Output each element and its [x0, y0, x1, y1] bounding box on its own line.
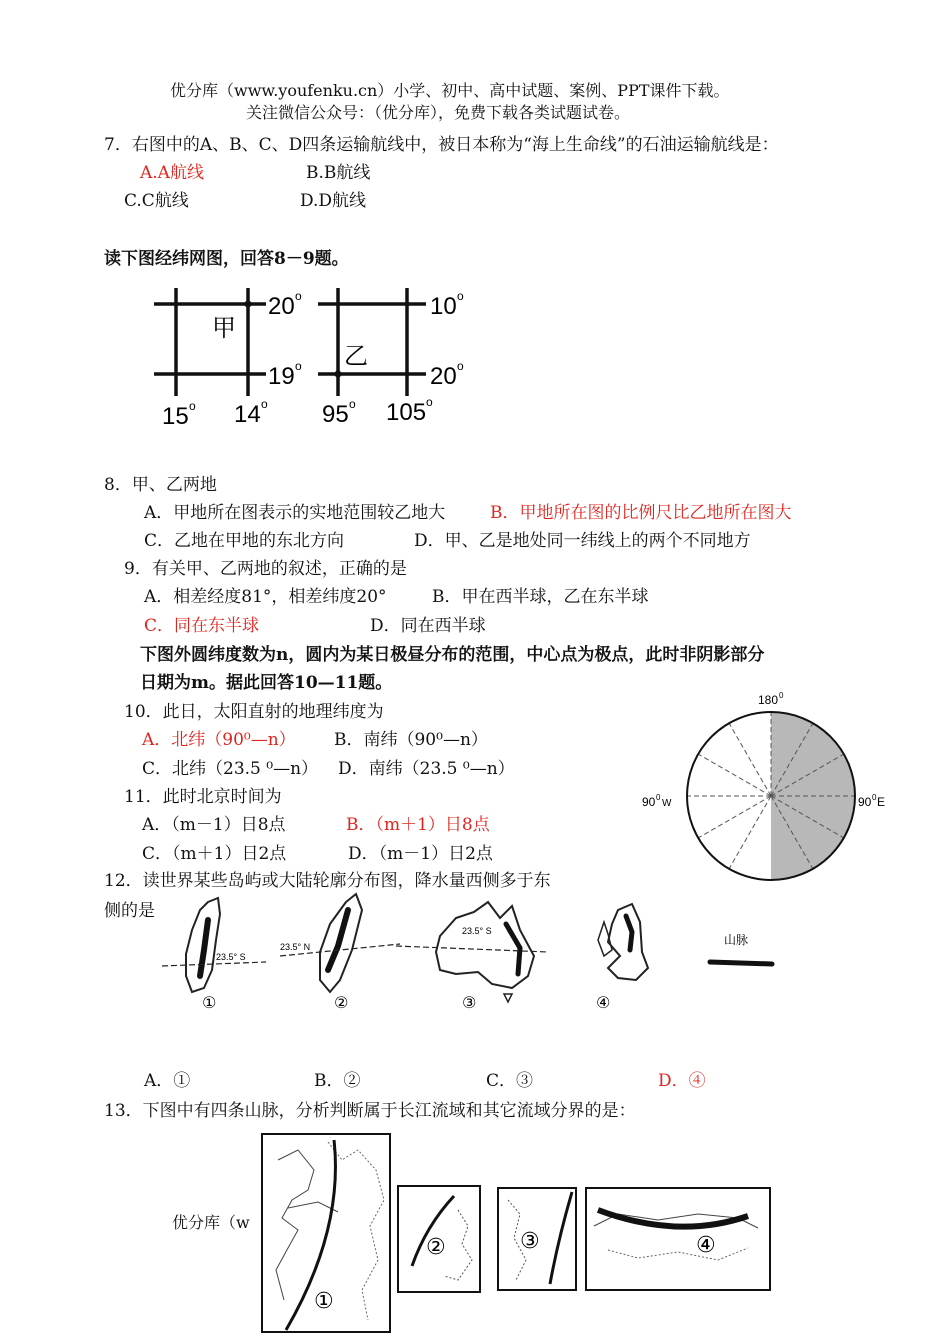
- circle-intro-line-2: 日期为m。据此回答10—11题。: [140, 673, 393, 693]
- q12-option-d: D．④: [658, 1071, 706, 1091]
- q13-stem: 13．下图中有四条山脉，分析判断属于长江流域和其它流域分界的是：: [104, 1101, 636, 1121]
- map-3-tasmania: [504, 994, 512, 1002]
- q7-option-d: D.D航线: [300, 191, 367, 211]
- footer-partial-text: 优分库（w: [172, 1213, 250, 1232]
- map-3-number: ③: [520, 1228, 540, 1253]
- q8-stem: 8．甲、乙两地: [104, 475, 217, 495]
- degree-sign: 0: [872, 793, 877, 802]
- map-3-latitude-line: [396, 946, 548, 952]
- map-2-number: ②: [426, 1234, 446, 1259]
- q10-option-b: B．南纬（90⁰—n）: [334, 730, 488, 750]
- map-1-mountain: [200, 920, 208, 976]
- q9-stem: 9．有关甲、乙两地的叙述，正确的是: [124, 559, 407, 579]
- legend-mountain-symbol: [710, 962, 772, 964]
- map-4-ireland: [598, 922, 612, 956]
- map-1-number: ①: [202, 995, 217, 1012]
- polar-day-figure: [636, 690, 886, 876]
- q12-option-b: B．②: [314, 1071, 361, 1091]
- map-2-mountain: [328, 910, 348, 970]
- map-3-latitude-label: 23.5° S: [462, 926, 492, 936]
- lat-label-19: 19: [268, 363, 295, 390]
- lat-label-20-south: 20: [430, 363, 457, 390]
- q11-option-a: A．（m－1）日8点: [142, 815, 286, 835]
- map-4-frame: [586, 1188, 770, 1290]
- map-2-number: ②: [334, 995, 349, 1012]
- grid-intro: 读下图经纬网图，回答8－9题。: [104, 249, 349, 269]
- q9-option-b: B．甲在西半球，乙在东半球: [432, 587, 649, 607]
- lat-label-10: 10: [430, 293, 457, 320]
- map-2-latitude-label: 23.5° N: [280, 942, 311, 952]
- lat-label-20: 20: [268, 293, 295, 320]
- china-mountain-maps: [258, 1130, 778, 1340]
- degree-sign: 0: [656, 793, 661, 802]
- q7-option-a: A.A航线: [140, 163, 204, 183]
- degree-sign: o: [295, 359, 302, 373]
- q11-option-c: C．（m＋1）日2点: [142, 844, 287, 864]
- lon-label-15: 15: [162, 403, 189, 430]
- map-1-latitude-label: 23.5° S: [216, 952, 246, 962]
- q9-option-c: C．同在东半球: [144, 616, 260, 636]
- q12-stem: 12．读世界某些岛屿或大陆轮廓分布图，降水量西侧多于东: [104, 871, 551, 891]
- circle-intro-line-1: 下图外圆纬度数为n，圆内为某日极昼分布的范围，中心点为极点，此时非阴影部分: [140, 645, 765, 665]
- q11-option-b: B．（m＋1）日8点: [346, 815, 490, 835]
- label-180: 180: [758, 693, 779, 707]
- q9-option-a: A．相差经度81°，相差纬度20°: [144, 587, 387, 607]
- q11-option-d: D．（m－1）日2点: [348, 844, 493, 864]
- label-w: W: [662, 798, 672, 809]
- map-4-mountain: [626, 916, 632, 950]
- map-4-number: ④: [596, 995, 611, 1012]
- q8-option-d: D．甲、乙是地处同一纬线上的两个不同地方: [414, 531, 751, 551]
- map-1-latitude-line: [162, 962, 266, 966]
- q7-stem: 7．右图中的A、B、C、D四条运输航线中，被日本称为“海上生命线”的石油运输航线是：: [104, 135, 779, 155]
- header-line-2: 关注微信公众号：（优分库），免费下载各类试题试卷。: [246, 103, 631, 122]
- q10-option-c: C．北纬（23.5 ⁰—n）: [142, 759, 319, 779]
- q12-stem-line-2: 侧的是: [104, 901, 155, 921]
- island-continent-maps: [156, 880, 786, 1030]
- legend-mountain-label: 山脉: [724, 933, 749, 947]
- q12-option-a: A．①: [144, 1071, 191, 1091]
- q12-option-c: C．③: [486, 1071, 534, 1091]
- location-dot-jia: [245, 301, 252, 308]
- label-90-w: 90: [642, 795, 656, 809]
- degree-sign: o: [457, 289, 464, 303]
- degree-sign: o: [426, 395, 433, 409]
- label-e: E: [877, 795, 886, 809]
- location-dot-yi: [335, 371, 342, 378]
- map-1-number: ①: [314, 1288, 334, 1313]
- degree-sign: o: [189, 399, 196, 413]
- lon-label-14: 14: [234, 401, 261, 428]
- label-yi: 乙: [344, 343, 368, 370]
- q9-option-d: D．同在西半球: [370, 616, 486, 636]
- degree-sign: o: [261, 397, 268, 411]
- label-jia: 甲: [212, 315, 236, 342]
- q11-stem: 11．此时北京时间为: [124, 787, 282, 807]
- degree-sign: o: [295, 289, 302, 303]
- map-3-mountain: [506, 924, 520, 974]
- q8-option-a: A．甲地所在图表示的实地范围较乙地大: [144, 503, 446, 523]
- degree-sign: 0: [779, 691, 784, 700]
- label-90-e: 90: [858, 795, 872, 809]
- degree-sign: o: [349, 397, 356, 411]
- map-4-number: ④: [696, 1232, 716, 1257]
- lon-label-95: 95: [322, 401, 349, 428]
- q10-stem: 10．此日，太阳直射的地理纬度为: [124, 702, 384, 722]
- map-3-number: ③: [462, 995, 477, 1012]
- q7-option-b: B.B航线: [306, 163, 371, 183]
- header-line-1: 优分库（www.youfenku.cn）小学、初中、高中试题、案例、PPT课件下载。: [170, 81, 730, 100]
- q10-option-a: A．北纬（90⁰—n）: [142, 730, 296, 750]
- q7-option-c: C.C航线: [124, 191, 189, 211]
- q8-option-c: C．乙地在甲地的东北方向: [144, 531, 345, 551]
- q10-option-d: D．南纬（23.5 ⁰—n）: [338, 759, 515, 779]
- lon-label-105: 105: [386, 399, 427, 426]
- degree-sign: o: [457, 359, 464, 373]
- q8-option-b: B．甲地所在图的比例尺比乙地所在图大: [490, 503, 792, 523]
- lat-lon-grid-figure: [150, 284, 480, 434]
